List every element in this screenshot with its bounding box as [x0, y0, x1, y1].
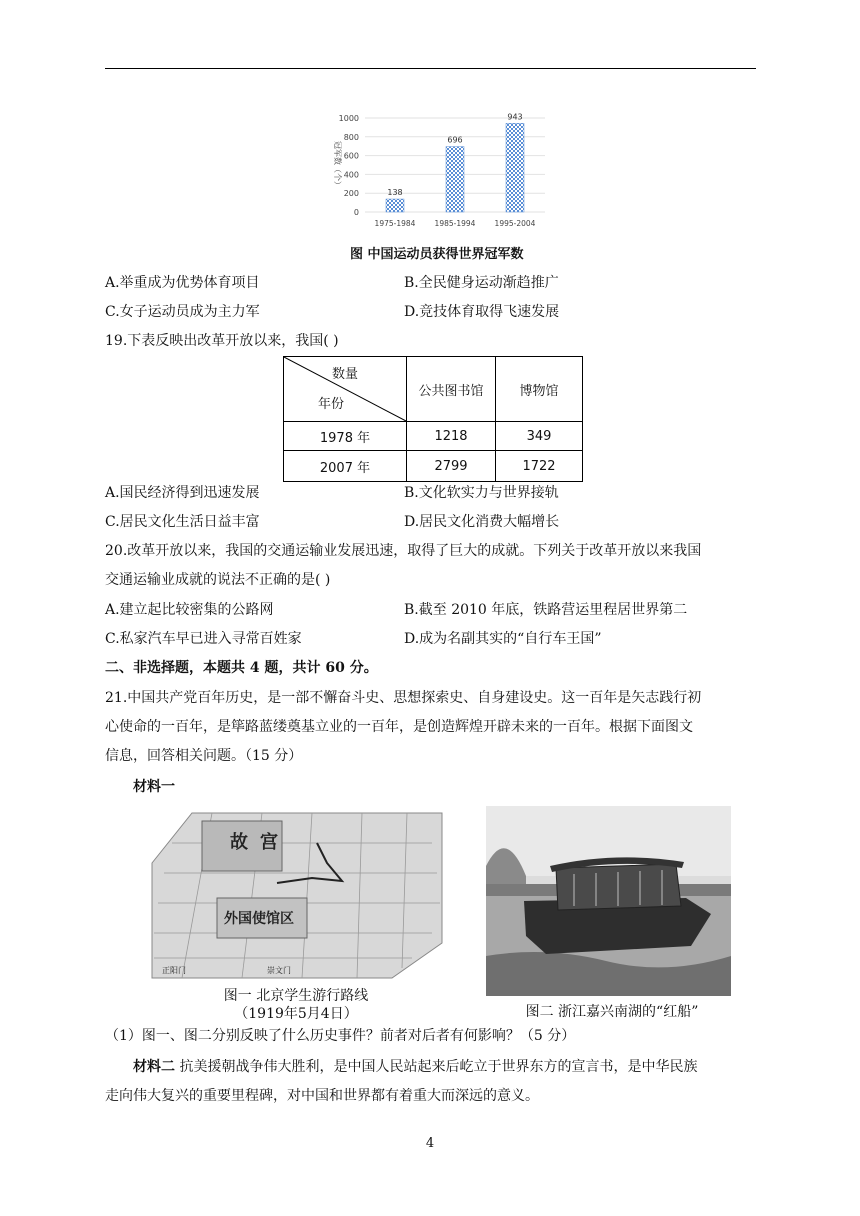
- page-number: 4: [425, 1136, 435, 1151]
- beijing-route-map: [142, 803, 448, 985]
- q21-line2: 心使命的一百年，是筚路蓝缕奠基立业的一百年，是创造辉煌开辟未来的一百年。根据下面图文: [105, 719, 693, 735]
- q19-stem: 19.下表反映出改革开放以来，我国( ): [105, 333, 339, 349]
- q21-sub1: （1）图一、图二分别反映了什么历史事件？前者对后者有何影响？（5 分）: [105, 1028, 576, 1044]
- y-tick-label: 600: [343, 151, 359, 161]
- column-header: 公共图书馆: [407, 357, 496, 422]
- y-tick-label: 0: [353, 208, 359, 217]
- q19-table: [283, 356, 583, 482]
- cell-museum: 1722: [496, 451, 583, 482]
- q18-option-a: A.举重成为优势体育项目: [105, 275, 260, 291]
- y-tick-label: 1000: [338, 114, 359, 123]
- material2-line1: 抗美援朝战争伟大胜利，是中国人民站起来后屹立于世界东方的宣言书，是中华民族: [179, 1059, 698, 1075]
- q21-line3: 信息，回答相关问题。（15 分）: [105, 748, 303, 764]
- champions-bar-chart: [317, 106, 549, 236]
- header-year: 年份: [318, 397, 345, 412]
- column-header: 博物馆: [496, 357, 583, 422]
- diagonal-header-cell: [284, 357, 407, 422]
- q19-option-a: A.国民经济得到迅速发展: [105, 485, 260, 501]
- material1-label: 材料一: [133, 779, 175, 795]
- y-tick-label: 200: [343, 189, 359, 199]
- q20-option-b: B.截至 2010 年底，铁路营运里程居世界第二: [404, 602, 688, 618]
- bar: [446, 147, 464, 212]
- table-header-row: [284, 357, 583, 422]
- q19-option-d: D.居民文化消费大幅增长: [404, 514, 560, 530]
- map-label-gong: 宫: [260, 832, 278, 853]
- x-tick-label: 1975-1984: [374, 219, 416, 228]
- bar: [386, 199, 404, 212]
- q20-stem-line1: 20.改革开放以来，我国的交通运输业发展迅速，取得了巨大的成就。下列关于改革开放以来我国: [105, 543, 702, 559]
- cell-library: 1218: [407, 422, 496, 451]
- q20-option-a: A.建立起比较密集的公路网: [105, 602, 274, 618]
- fig2-caption: 图二 浙江嘉兴南湖的“红船”: [525, 1004, 699, 1020]
- data-label: 943: [507, 112, 523, 122]
- row-year: 2007 年: [284, 451, 407, 482]
- q20-option-d: D.成为名副其实的“自行车王国”: [404, 631, 602, 647]
- table-row: [284, 422, 583, 451]
- header-rule: [105, 68, 756, 69]
- fig1-caption-line1: 图一 北京学生游行路线: [223, 988, 369, 1004]
- q18-option-b: B.全民健身运动渐趋推广: [404, 275, 559, 291]
- chart-caption: 图 中国运动员获得世界冠军数: [350, 247, 524, 262]
- q20-stem-line2: 交通运输业成就的说法不正确的是( ): [105, 572, 331, 588]
- x-tick-label: 1995-2004: [494, 219, 536, 228]
- fig1-caption-line2: （1919年5月4日）: [234, 1006, 358, 1022]
- x-tick-label: 1985-1994: [434, 219, 476, 228]
- map-label-gu: 故: [230, 832, 248, 853]
- map-label-zhengyangmen: 正阳门: [162, 966, 186, 975]
- header-quantity: 数量: [332, 367, 359, 382]
- material2-label: 材料二: [133, 1059, 175, 1075]
- row-year: 1978 年: [284, 422, 407, 451]
- q18-option-c: C.女子运动员成为主力军: [105, 304, 260, 320]
- y-tick-label: 800: [343, 132, 359, 142]
- q21-line1: 21.中国共产党百年历史，是一部不懈奋斗史、思想探索史、自身建设史。这一百年是矢志践行初: [105, 690, 702, 706]
- data-label: 696: [447, 135, 463, 145]
- y-axis-label: 冠军数（个）: [333, 141, 342, 189]
- cell-library: 2799: [407, 451, 496, 482]
- cell-museum: 349: [496, 422, 583, 451]
- section-heading: 二、非选择题，本题共 4 题，共计 60 分。: [105, 660, 378, 676]
- q20-option-c: C.私家汽车早已进入寻常百姓家: [105, 631, 302, 647]
- y-tick-label: 400: [343, 170, 359, 180]
- q19-option-b: B.文化软实力与世界接轨: [404, 485, 559, 501]
- q18-option-d: D.竞技体育取得飞速发展: [404, 304, 560, 320]
- data-label: 138: [387, 188, 403, 198]
- map-label-chongwenmen: 崇文门: [267, 966, 291, 975]
- q19-option-c: C.居民文化生活日益丰富: [105, 514, 260, 530]
- bar: [506, 123, 524, 212]
- material2-line2: 走向伟大复兴的重要里程碑，对中国和世界都有着重大而深远的意义。: [105, 1088, 539, 1104]
- map-label-legation: 外国使馆区: [224, 911, 294, 927]
- red-boat-photo: [486, 806, 731, 996]
- table-row: [284, 451, 583, 482]
